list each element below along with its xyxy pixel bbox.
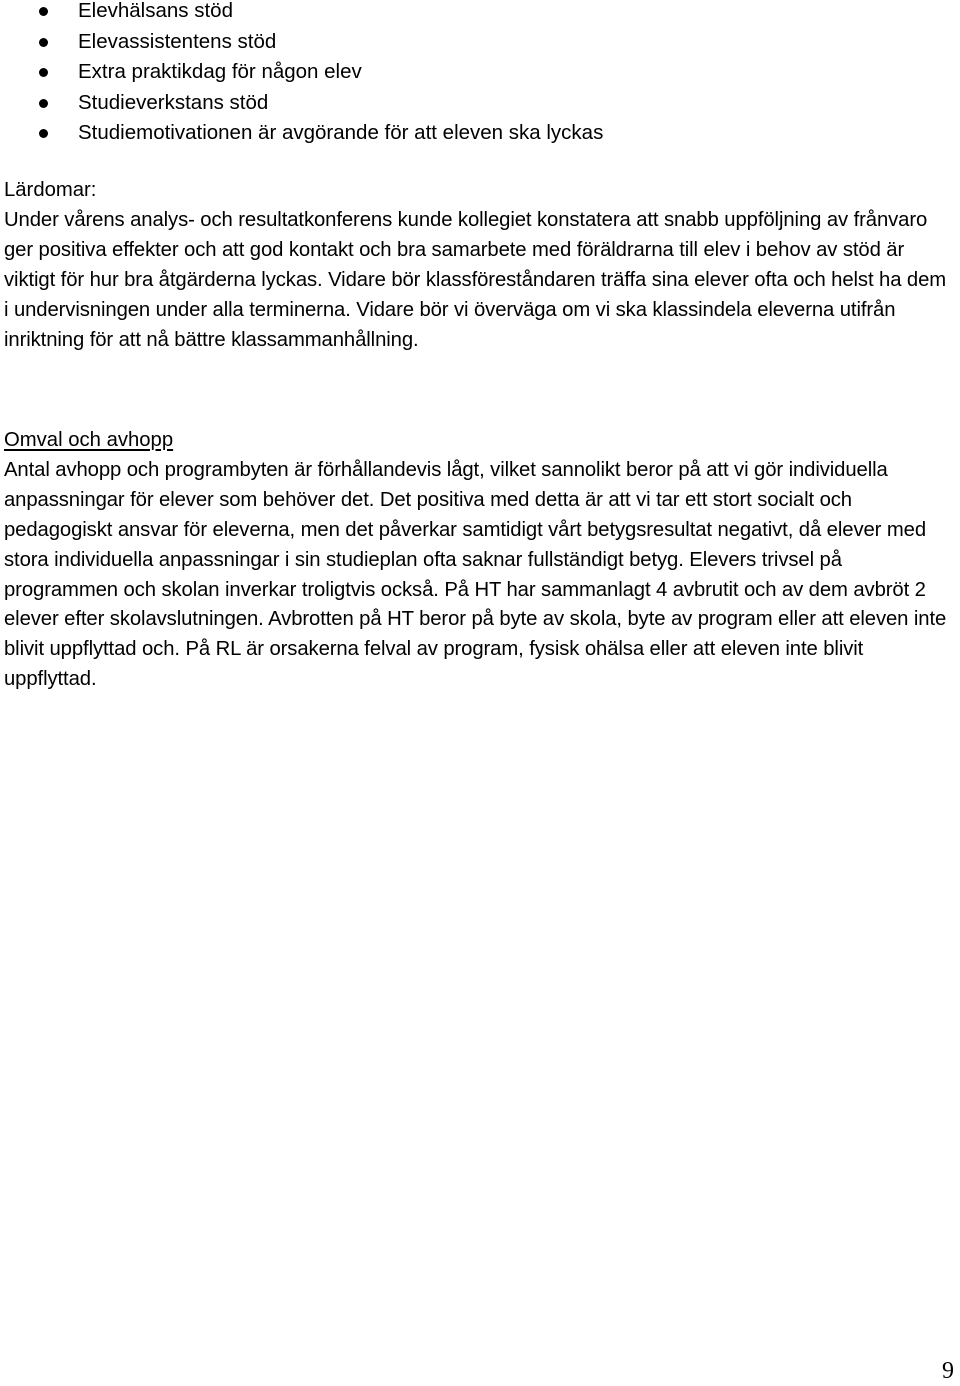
bullet-text: Studiemotivationen är avgörande för att eleven ska lyckas xyxy=(78,121,604,145)
bullet-text: Elevassistentens stöd xyxy=(78,29,277,53)
lardomar-heading: Lärdomar: xyxy=(4,179,97,201)
bullet-icon xyxy=(39,99,48,108)
bullet-item xyxy=(0,118,960,149)
bullet-icon xyxy=(39,129,48,138)
bullet-icon xyxy=(39,7,48,16)
bullet-icon xyxy=(39,68,48,77)
bullet-list xyxy=(0,0,960,149)
omval-paragraph: Antal avhopp och programbyten är förhållandevis lågt, vilket sannolikt beror på att vi gör individuella anpassningar för elever som behöver det. Det positiva med detta är att vi tar ett stort socialt och pedagogiskt ansvar för eleverna, men det påverkar samtidigt vårt betygsresultat negativt, då elever med stora individuella anpassningar i sin studieplan ofta saknar fullständigt betyg. Elevers trivsel på programmen och skolan inverkar troligtvis också. På HT har sammanlagt 4 avbrutit och av dem avbröt 2 elever efter skolavslutningen. Avbrotten på HT beror på byte av skola, byte av program eller att eleven inte blivit uppflyttad och. På RL är orsakerna felval av program, fysisk ohälsa eller att eleven inte blivit uppflyttad. xyxy=(4,458,947,691)
lardomar-paragraph: Under vårens analys- och resultatkonferens kunde kollegiet konstatera att snabb uppföljning av frånvaro ger positiva effekter och att god kontakt och bra samarbete med föräldrarna till elev i behov av stöd är viktigt för hur bra åtgärderna lyckas. Vidare bör klassföreståndaren träffa sina elever ofta och helst ha dem i undervisningen under alla terminerna. Vidare bör vi överväga om vi ska klassindela eleverna utifrån inriktning för att nå bättre klassammanhållning. xyxy=(4,208,947,351)
bullet-text: Elevhälsans stöd xyxy=(78,0,233,22)
bullet-text: Extra praktikdag för någon elev xyxy=(78,60,362,84)
lardomar-section xyxy=(4,176,956,355)
omval-heading: Omval och avhopp xyxy=(4,429,174,451)
bullet-item xyxy=(0,88,960,119)
bullet-item xyxy=(0,27,960,58)
bullet-item xyxy=(0,57,960,88)
page-number: 9 xyxy=(942,1358,954,1384)
bullet-item xyxy=(0,0,960,27)
omval-section xyxy=(4,426,956,695)
bullet-text: Studieverkstans stöd xyxy=(78,90,269,114)
bullet-icon xyxy=(39,38,48,47)
